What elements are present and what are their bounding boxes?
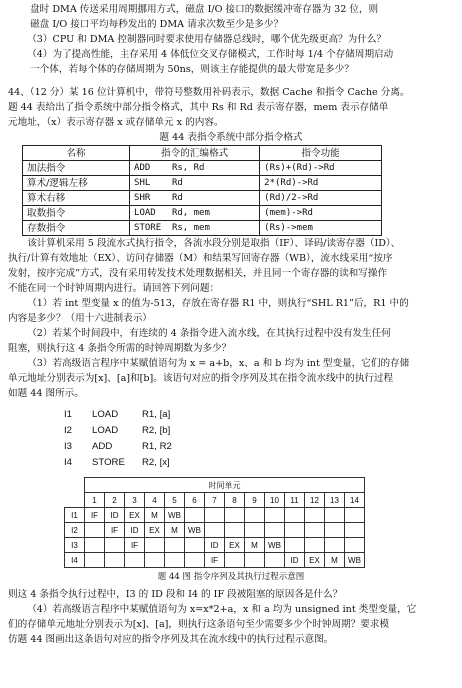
table-cell: SHR Rd (130, 191, 260, 206)
pipe-stage-cell (325, 538, 345, 553)
table-cell: ADD Rs, Rd (130, 161, 260, 176)
pipe-row-label: I2 (65, 523, 85, 538)
code-args: R2, [x] (142, 457, 170, 468)
pipe-stage-cell (85, 523, 105, 538)
pipe-cycle-number: 1 (85, 493, 105, 508)
sub-question-3-line1: （3）若高级语言程序中某赋值语句为 x = a+b，x、a 和 b 均为 int 型变量，它们的存储 (27, 358, 410, 369)
pipe-stage-cell: WB (165, 508, 185, 523)
pipe-row (65, 553, 365, 568)
pipe-cycle-number: 6 (185, 493, 205, 508)
pipe-stage-cell (265, 508, 285, 523)
sub-question-4-line1: （4）若高级语言程序中某赋值语句为 x=x*2+a，x 和 a 均为 unsigned int 类型变量，它 (27, 604, 417, 615)
pipe-stage-cell: M (245, 538, 265, 553)
pipe-stage-cell (305, 523, 325, 538)
pipe-cycle-number: 9 (245, 493, 265, 508)
code-label: I2 (64, 425, 73, 436)
table-cell: (Rd)/2->Rd (260, 191, 382, 206)
pipe-stage-cell (145, 538, 165, 553)
code-line (64, 407, 454, 423)
pipe-cycle-number: 5 (165, 493, 185, 508)
pipe-cycle-number: 14 (345, 493, 365, 508)
pipe-corner (65, 478, 85, 493)
pipe-stage-cell (325, 523, 345, 538)
pipe-row-label: I4 (65, 553, 85, 568)
table-cell: (Rs)->mem (260, 221, 382, 236)
code-label: I1 (64, 409, 73, 420)
sub-question-3-line3: 如题 44 图所示。 (8, 388, 84, 399)
pipe-stage-cell (165, 553, 185, 568)
pipe-stage-cell: M (325, 553, 345, 568)
pipe-stage-cell (105, 538, 125, 553)
pipe-stage-cell (345, 523, 365, 538)
instruction-sequence (64, 407, 454, 471)
table-header-cell: 指令的汇编格式 (130, 146, 260, 161)
pipe-stage-cell (225, 508, 245, 523)
pipe-stage-cell: WB (345, 553, 365, 568)
table-cell: 加法指令 (23, 161, 130, 176)
table-cell: (mem)->Rd (260, 206, 382, 221)
pipe-stage-cell: WB (185, 523, 205, 538)
pipe-stage-cell (305, 538, 325, 553)
pipe-stage-cell (245, 553, 265, 568)
pipe-stage-cell (345, 538, 365, 553)
pipe-stage-cell: WB (265, 538, 285, 553)
code-op: ADD (92, 441, 113, 452)
table-row (23, 191, 382, 206)
table-cell: LOAD Rd, mem (130, 206, 260, 221)
table-cell: 存数指令 (23, 221, 130, 236)
table-header-row (23, 146, 382, 161)
pipe-stage-cell: EX (225, 538, 245, 553)
table-cell: 算术右移 (23, 191, 130, 206)
pipe-corner (65, 493, 85, 508)
pipe-stage-cell: EX (145, 523, 165, 538)
pipe-cycle-number: 4 (145, 493, 165, 508)
pipe-stage-cell (185, 553, 205, 568)
table-header-cell: 名称 (23, 146, 130, 161)
pipe-cycle-row (65, 493, 365, 508)
pipe-stage-cell: M (145, 508, 165, 523)
pipe-stage-cell (105, 553, 125, 568)
pipe-stage-cell (145, 553, 165, 568)
pipeline-desc-line4: 不能在同一个时钟周期内进行。请回答下列问题： (8, 283, 220, 294)
pipe-cycle-number: 8 (225, 493, 245, 508)
pipe-stage-cell: ID (205, 538, 225, 553)
pipe-cycle-number: 13 (325, 493, 345, 508)
sub-question-2-line2: 阻塞，则执行这 4 条指令所需的时钟周期数为多少？ (8, 343, 232, 354)
question-4-line1: （4）为了提高性能，主存采用 4 体低位交叉存储模式，工作时每 1/4 个存储周期启动 (27, 49, 394, 60)
pipe-stage-cell: IF (85, 508, 105, 523)
pipe-stage-cell: IF (205, 553, 225, 568)
code-args: R1, [a] (142, 409, 171, 420)
table-cell: 2*(Rd)->Rd (260, 176, 382, 191)
pipe-stage-cell (225, 523, 245, 538)
pipe-cycle-number: 3 (125, 493, 145, 508)
pipe-stage-cell (265, 523, 285, 538)
pipe-stage-cell (285, 538, 305, 553)
pipe-stage-cell (165, 538, 185, 553)
pipe-stage-cell: EX (305, 553, 325, 568)
code-op: STORE (92, 457, 125, 468)
pipe-stage-cell (285, 508, 305, 523)
table-row (23, 221, 382, 236)
pipeline-timing-table (64, 477, 365, 568)
pipe-stage-cell (285, 523, 305, 538)
q2-continuation-line1: 盘时 DMA 传送采用周期挪用方式，磁盘 I/O 接口的数据缓冲寄存器为 32 位，则 (30, 4, 379, 15)
pipe-stage-cell (185, 538, 205, 553)
pipe-stage-cell (265, 553, 285, 568)
pipe-stage-cell: ID (105, 508, 125, 523)
pipe-stage-cell (205, 523, 225, 538)
pipe-title-row (65, 478, 365, 493)
figure-caption: 题 44 图 指令序列及其执行过程示意图 (157, 572, 305, 582)
pipe-stage-cell (125, 553, 145, 568)
pipe-stage-cell (85, 538, 105, 553)
table-row (23, 161, 382, 176)
table-caption: 题 44 表指令系统中部分指令格式 (159, 132, 303, 143)
pipe-cycle-number: 7 (205, 493, 225, 508)
table-cell: 取数指令 (23, 206, 130, 221)
sub-question-3-line4: 则这 4 条指令执行过程中，I3 的 ID 段和 I4 的 IF 段被阻塞的原因各是什么？ (8, 589, 343, 600)
pipe-stage-cell: IF (105, 523, 125, 538)
pipe-stage-cell (185, 508, 205, 523)
pipe-stage-cell (245, 508, 265, 523)
pipe-cycle-number: 11 (285, 493, 305, 508)
q2-continuation-line2: 磁盘 I/O 接口平均每秒发出的 DMA 请求次数至少是多少？ (30, 19, 284, 30)
pipe-stage-cell: ID (285, 553, 305, 568)
q44-intro-line3: 元地址，（x）表示寄存器 x 或存储单元 x 的内容。 (8, 117, 224, 128)
pipe-row (65, 538, 365, 553)
table-cell: 算术/逻辑左移 (23, 176, 130, 191)
sub-question-1-line1: （1）若 int 型变量 x 的值为-513，存放在寄存器 R1 中，则执行“SHL R1”后，R1 中的 (27, 298, 409, 309)
pipe-stage-cell: ID (125, 523, 145, 538)
pipeline-desc-line2: 执行/计算有效地址（EX）、访问存储器（M）和结果写回寄存器（WB），流水线采用“按序 (8, 253, 393, 264)
question-3: （3）CPU 和 DMA 控制器同时要求使用存储器总线时，哪个优先级更高？为什么？ (27, 34, 387, 45)
table-row (23, 206, 382, 221)
pipe-row-label: I3 (65, 538, 85, 553)
sub-question-2-line1: （2）若某个时间段中，有连续的 4 条指令进入流水线，在其执行过程中没有发生任何 (27, 328, 391, 339)
code-args: R1, R2 (142, 441, 172, 452)
q44-intro-line1: 44、（12 分）某 16 位计算机中，带符号整数用补码表示，数据 Cache 和指令 Cache 分离。 (8, 87, 410, 98)
code-line (64, 423, 454, 439)
table-cell: STORE Rs, mem (130, 221, 260, 236)
pipe-cycle-number: 12 (305, 493, 325, 508)
pipe-stage-cell: IF (125, 538, 145, 553)
pipeline-desc-line1: 该计算机采用 5 段流水式执行指令，各流水段分别是取指（IF）、译码/读寄存器（ID）、 (27, 238, 401, 249)
sub-question-1-line2: 内容是多少？（用十六进制表示） (8, 313, 152, 324)
code-label: I4 (64, 457, 73, 468)
pipe-stage-cell: EX (125, 508, 145, 523)
pipe-stage-cell (245, 523, 265, 538)
code-args: R2, [b] (142, 425, 171, 436)
pipeline-desc-line3: 发射，按序完成”方式，没有采用转发技术处理数据相关，并且同一个寄存器的读和写操作 (8, 268, 388, 279)
table-header-cell: 指令功能 (260, 146, 382, 161)
code-label: I3 (64, 441, 73, 452)
pipe-stage-cell: M (165, 523, 185, 538)
pipe-row (65, 523, 365, 538)
pipe-title: 时间单元 (85, 478, 365, 493)
pipe-stage-cell (225, 553, 245, 568)
pipe-row-label: I1 (65, 508, 85, 523)
sub-question-3-line2: 单元地址分别表示为[x]、[a]和[b]。该语句对应的指令序列及其在指令流水线中的执行过程 (8, 373, 394, 384)
code-op: LOAD (92, 425, 119, 436)
table-cell: (Rs)+(Rd)->Rd (260, 161, 382, 176)
code-line (64, 455, 454, 471)
code-line (64, 439, 454, 455)
table-row (23, 176, 382, 191)
pipe-stage-cell (305, 508, 325, 523)
pipe-cycle-number: 2 (105, 493, 125, 508)
pipe-row (65, 508, 365, 523)
pipe-stage-cell (345, 508, 365, 523)
q44-intro-line2: 题 44 表给出了指令系统中部分指令格式，其中 Rs 和 Rd 表示寄存器，mem 表示存储单 (8, 102, 389, 113)
pipe-stage-cell (205, 508, 225, 523)
code-op: LOAD (92, 409, 119, 420)
sub-question-4-line2: 们的存储单元地址分别表示为[x]、[a]，则执行这条语句至少需要多少个时钟周期？要求模 (8, 619, 390, 630)
pipe-cycle-number: 10 (265, 493, 285, 508)
pipe-stage-cell (325, 508, 345, 523)
pipe-stage-cell (85, 553, 105, 568)
table-cell: SHL Rd (130, 176, 260, 191)
question-4-line2: 一个体，若每个体的存储周期为 50ns，则该主存能提供的最大带宽是多少？ (30, 64, 354, 75)
sub-question-4-line3: 仿题 44 图画出这条语句对应的指令序列及其在流水线中的执行过程示意图。 (8, 634, 334, 645)
instruction-format-table (22, 145, 382, 236)
